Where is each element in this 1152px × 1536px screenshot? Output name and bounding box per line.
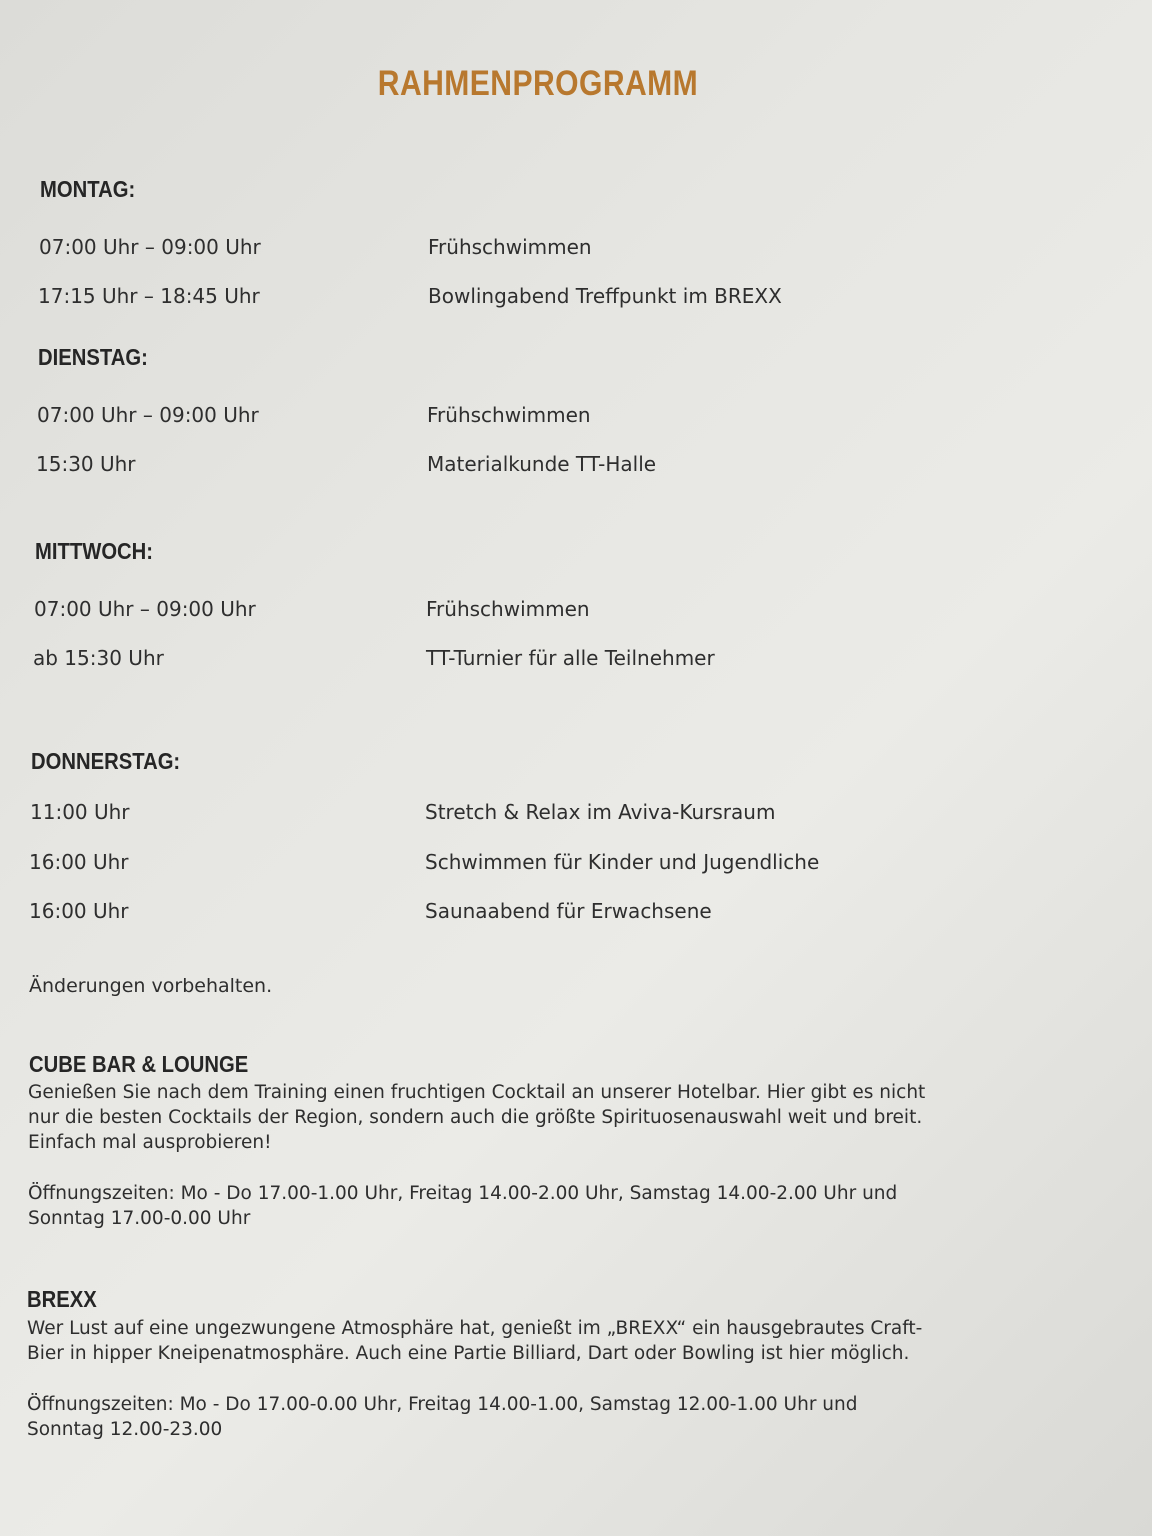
schedule-event: Saunaabend für Erwachsene <box>425 899 712 923</box>
text-line: Wer Lust auf eine ungezwungene Atmosphäre hat, genießt im „BREXX“ ein hausgebrautes Craft- <box>27 1318 923 1339</box>
schedule-event: TT-Turnier für alle Teilnehmer <box>426 646 715 670</box>
cube-bar-hours <box>28 1181 897 1231</box>
schedule-event: Frühschwimmen <box>427 403 591 427</box>
text-line: Öffnungszeiten: Mo - Do 17.00-1.00 Uhr, Freitag 14.00-2.00 Uhr, Samstag 14.00-2.00 Uhr und <box>28 1183 898 1204</box>
brexx-hours <box>27 1392 858 1442</box>
text-line: Öffnungszeiten: Mo - Do 17.00-0.00 Uhr, Freitag 14.00-1.00, Samstag 12.00-1.00 Uhr und <box>27 1394 858 1415</box>
schedule-event: Frühschwimmen <box>426 597 590 621</box>
schedule-time: 07:00 Uhr – 09:00 Uhr <box>39 235 261 259</box>
brexx-description <box>27 1316 922 1366</box>
brexx-title: BREXX <box>27 1286 97 1312</box>
cube-bar-title: CUBE BAR & LOUNGE <box>29 1051 249 1077</box>
text-line: Sonntag 12.00-23.00 <box>27 1419 223 1440</box>
schedule-time: 16:00 Uhr <box>29 850 129 874</box>
text-line: Sonntag 17.00-0.00 Uhr <box>28 1208 251 1229</box>
schedule-time: 16:00 Uhr <box>29 899 129 923</box>
schedule-time: 07:00 Uhr – 09:00 Uhr <box>34 597 256 621</box>
schedule-time: ab 15:30 Uhr <box>33 646 164 670</box>
text-line: Genießen Sie nach dem Training einen fruchtigen Cocktail an unserer Hotelbar. Hier gibt es nicht <box>28 1082 926 1103</box>
schedule-time: 15:30 Uhr <box>36 452 136 476</box>
changes-note: Änderungen vorbehalten. <box>29 975 273 997</box>
schedule-event: Bowlingabend Treffpunkt im BREXX <box>428 284 782 308</box>
schedule-event: Materialkunde TT-Halle <box>427 452 657 476</box>
schedule-event: Frühschwimmen <box>428 235 592 259</box>
schedule-event: Stretch & Relax im Aviva-Kursraum <box>425 800 776 824</box>
cube-bar-description <box>28 1080 925 1155</box>
page-title: RAHMENPROGRAMM <box>377 64 699 103</box>
schedule-time: 11:00 Uhr <box>30 800 130 824</box>
day-heading-wednesday: MITTWOCH: <box>35 538 154 564</box>
text-line: nur die besten Cocktails der Region, sondern auch die größte Spirituosenauswahl weit und breit. <box>28 1107 923 1128</box>
day-heading-thursday: DONNERSTAG: <box>31 748 181 774</box>
text-line: Bier in hipper Kneipenatmosphäre. Auch eine Partie Billiard, Dart oder Bowling ist hier möglich. <box>27 1343 910 1364</box>
schedule-time: 07:00 Uhr – 09:00 Uhr <box>37 403 259 427</box>
day-heading-tuesday: DIENSTAG: <box>38 344 148 370</box>
day-heading-monday: MONTAG: <box>40 176 136 202</box>
schedule-event: Schwimmen für Kinder und Jugendliche <box>425 850 820 874</box>
schedule-time: 17:15 Uhr – 18:45 Uhr <box>38 284 260 308</box>
text-line: Einfach mal ausprobieren! <box>28 1132 272 1153</box>
